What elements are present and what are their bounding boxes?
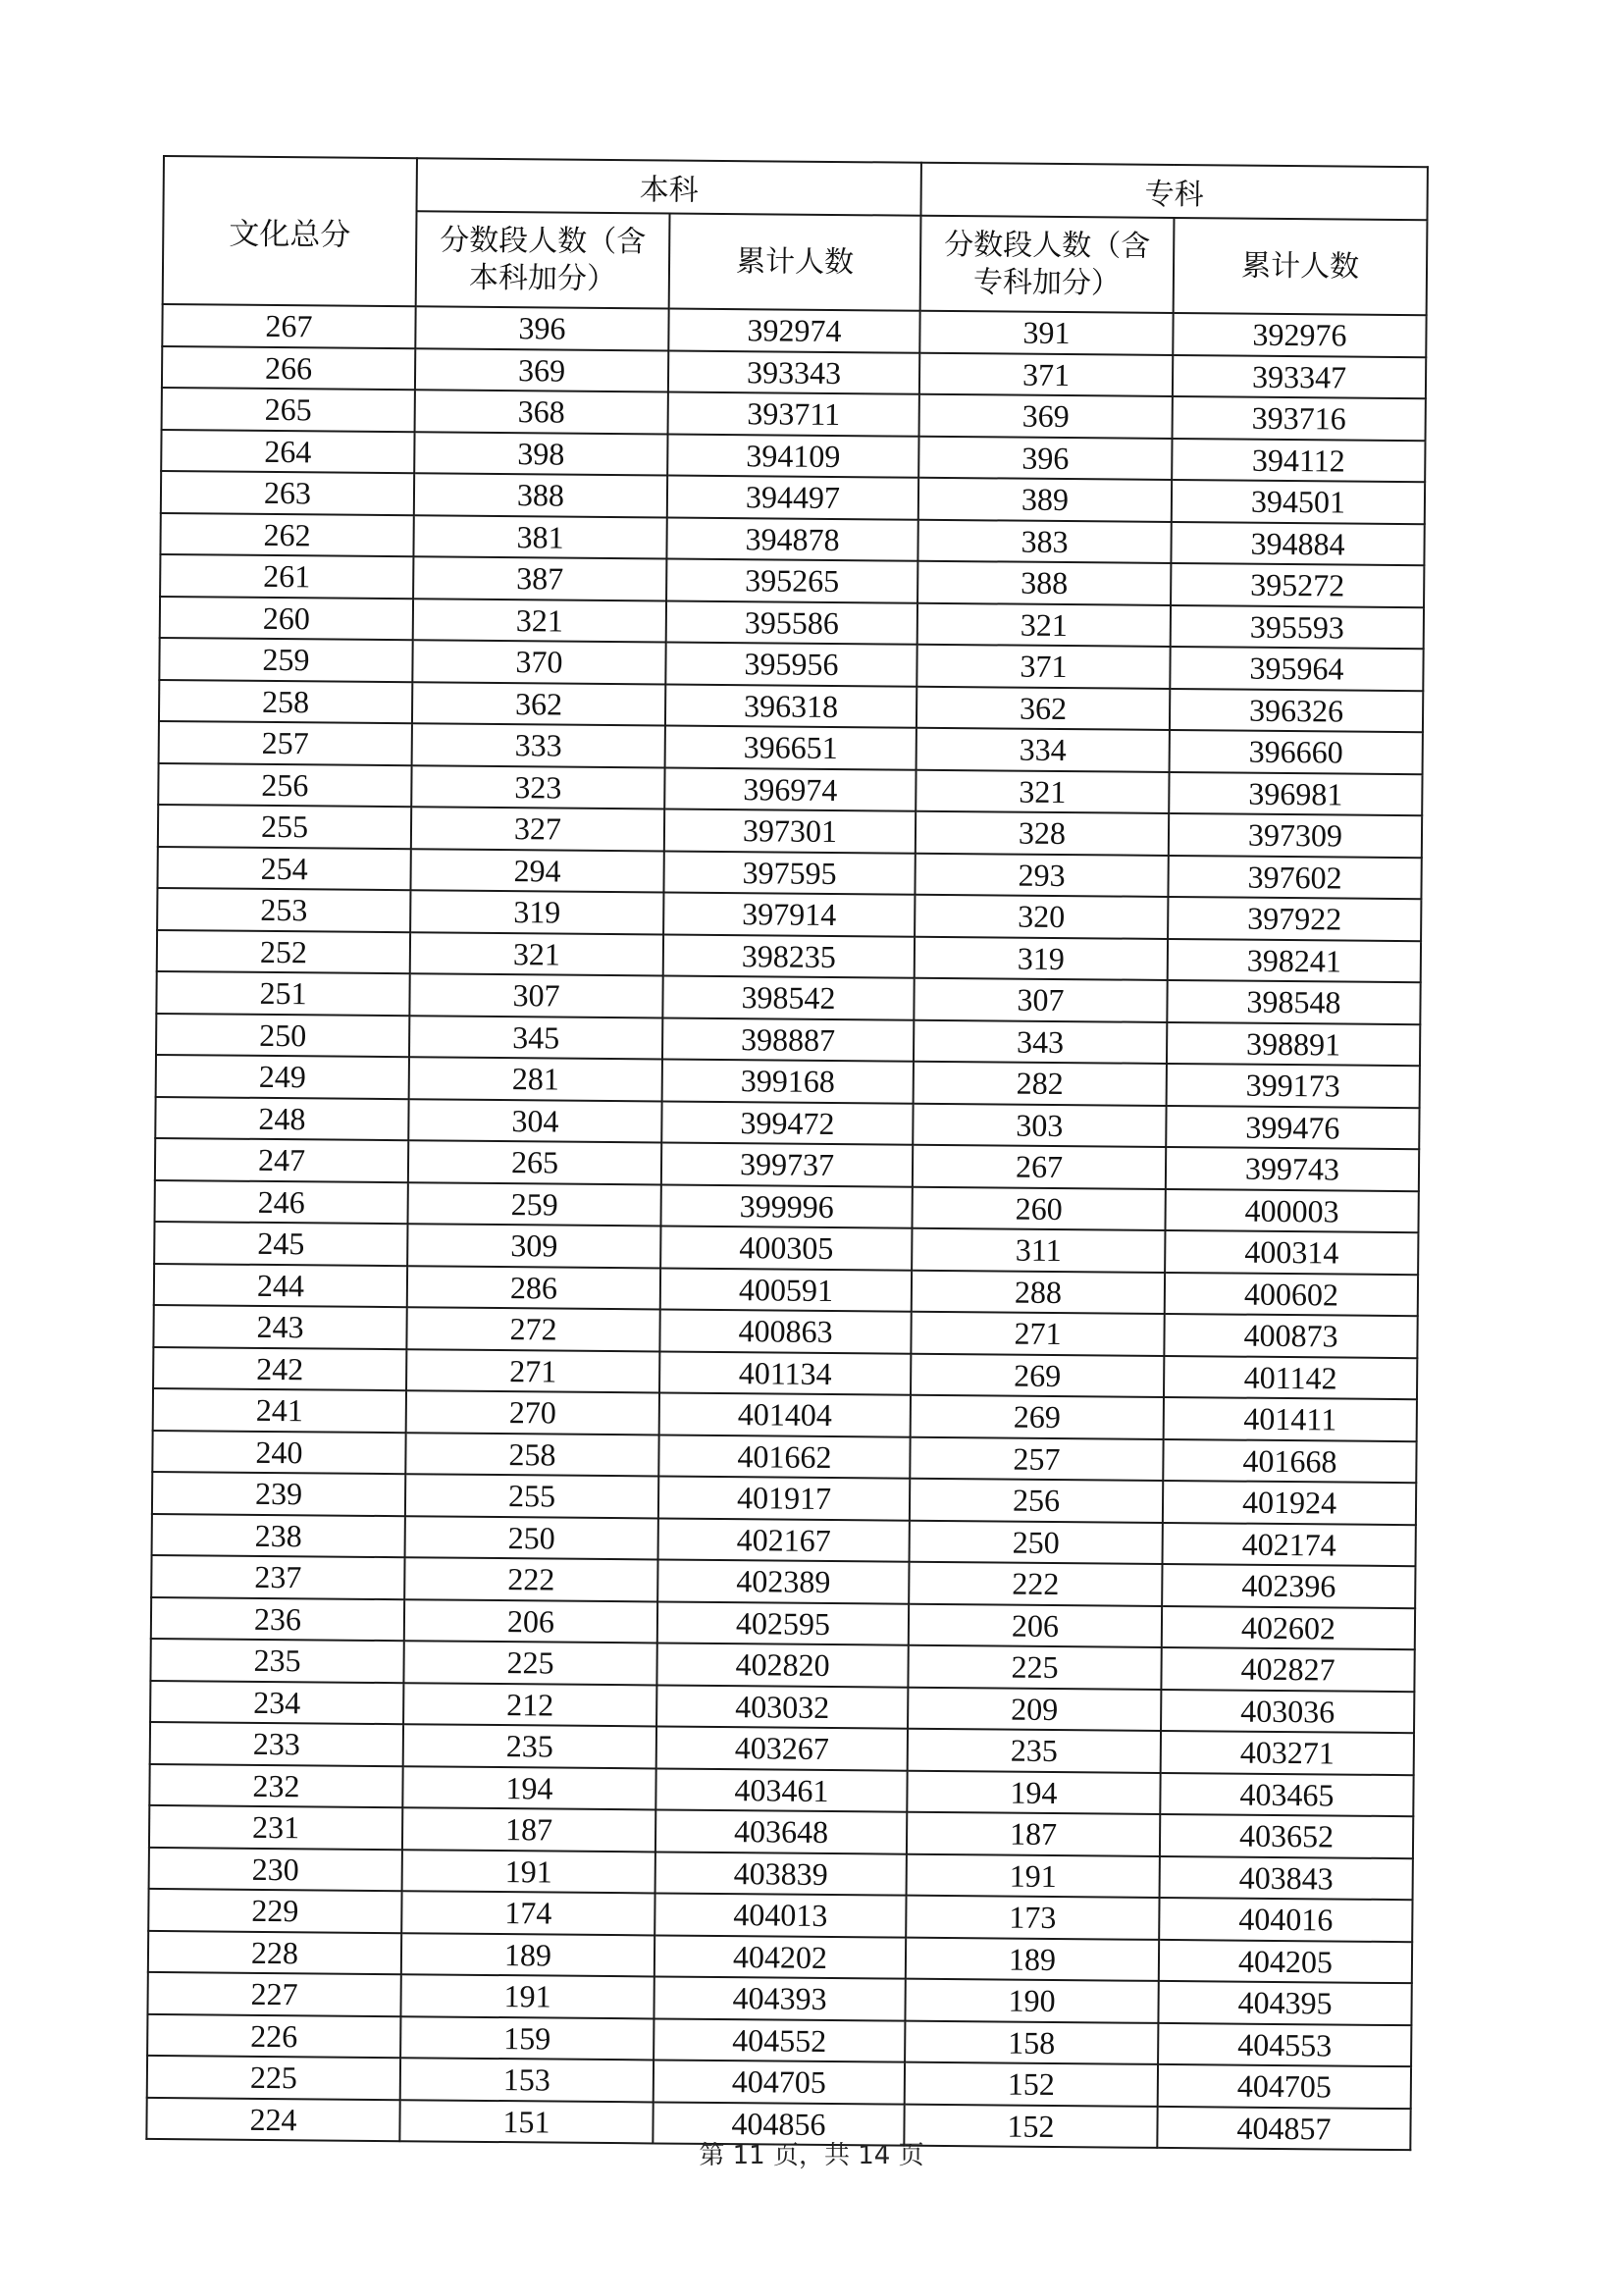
cell-z-seg: 194 [907,1770,1160,1814]
cell-z-seg: 334 [916,728,1170,772]
cell-b-seg: 222 [404,1557,657,1601]
cell-z-seg: 267 [913,1145,1166,1189]
cell-b-seg: 323 [411,765,664,809]
cell-b-seg: 212 [403,1683,656,1727]
cell-b-cum: 404202 [654,1935,906,1979]
cell-b-seg: 319 [410,890,663,934]
cell-b-seg: 281 [409,1057,662,1101]
cell-b-cum: 403267 [656,1726,908,1770]
cell-z-seg: 260 [912,1186,1165,1230]
cell-b-cum: 397914 [663,892,915,936]
cell-z-seg: 257 [910,1436,1163,1481]
cell-score: 265 [162,388,415,432]
cell-z-seg: 311 [912,1228,1165,1273]
cell-z-seg: 187 [907,1812,1160,1856]
header-zhuanke-cumulative: 累计人数 [1174,218,1428,315]
header-benke-segment [416,211,670,308]
cell-b-seg: 362 [412,682,665,726]
cell-b-seg: 396 [415,306,668,350]
cell-score: 232 [149,1763,402,1807]
cell-z-seg: 158 [905,2020,1158,2064]
cell-z-cum: 402174 [1163,1522,1416,1566]
cell-z-seg: 371 [919,352,1173,396]
header-zhuanke-segment [920,216,1175,313]
cell-b-seg: 153 [400,2058,654,2102]
cell-b-cum: 397301 [664,809,916,853]
cell-score: 255 [158,805,411,849]
cell-z-seg: 391 [919,311,1173,355]
cell-b-seg: 159 [400,2016,654,2061]
cell-z-seg: 288 [912,1270,1165,1314]
cell-score: 227 [147,1972,400,2016]
cell-b-cum: 395586 [666,600,917,645]
cell-b-cum: 395265 [666,558,917,602]
cell-b-cum: 398235 [663,934,915,978]
cell-z-seg: 343 [914,1019,1167,1064]
cell-score: 252 [157,929,410,973]
cell-b-cum: 396651 [665,725,916,769]
cell-b-cum: 394878 [666,517,917,561]
cell-z-seg: 173 [906,1896,1159,1940]
header-zhuanke-segment-label: 分数段人数（含专科加分） [944,227,1151,301]
cell-b-seg: 321 [410,932,663,976]
cell-b-seg: 271 [406,1349,659,1393]
cell-score: 257 [159,721,412,765]
cell-b-seg: 255 [405,1474,658,1518]
cell-z-seg: 388 [917,561,1171,605]
header-benke-segment-label: 分数段人数（含本科加分） [440,222,647,296]
cell-b-cum: 395956 [665,642,916,686]
cell-z-cum: 395593 [1171,604,1424,649]
cell-score: 247 [155,1138,408,1182]
cell-b-seg: 307 [409,973,662,1018]
cell-score: 254 [157,846,410,890]
cell-score: 231 [149,1805,402,1850]
cell-z-cum: 397602 [1168,855,1421,899]
cell-score: 260 [160,596,413,640]
cell-z-cum: 403652 [1160,1814,1413,1858]
cell-b-seg: 304 [408,1099,661,1143]
cell-b-cum: 404856 [653,2102,904,2146]
cell-z-cum: 394884 [1171,521,1424,565]
cell-score: 238 [152,1513,405,1557]
cell-z-cum: 399173 [1167,1064,1420,1108]
cell-score: 242 [153,1346,406,1390]
cell-score: 262 [160,512,413,556]
cell-b-seg: 258 [405,1433,658,1477]
cell-score: 261 [160,554,413,599]
cell-z-cum: 397922 [1168,897,1421,941]
cell-score: 225 [147,2056,400,2100]
cell-b-cum: 399168 [662,1059,914,1103]
cell-z-seg: 303 [913,1103,1166,1147]
cell-z-cum: 401411 [1164,1397,1417,1441]
cell-z-seg: 269 [911,1395,1164,1439]
cell-score: 264 [161,429,414,473]
cell-b-cum: 401404 [659,1392,911,1436]
cell-b-cum: 403839 [655,1852,907,1896]
header-benke-cumulative: 累计人数 [669,214,921,311]
cell-score: 234 [150,1680,403,1724]
cell-z-seg: 320 [915,895,1168,939]
cell-z-seg: 383 [917,519,1171,563]
cell-z-cum: 395964 [1170,647,1423,691]
cell-b-cum: 404705 [654,2060,905,2104]
cell-b-cum: 397595 [663,851,915,895]
cell-b-seg: 398 [414,432,667,476]
cell-b-cum: 402167 [658,1518,910,1562]
cell-z-seg: 189 [906,1937,1159,1981]
cell-z-cum: 392976 [1173,313,1426,357]
cell-z-cum: 398241 [1168,938,1421,982]
cell-b-seg: 272 [406,1307,659,1351]
cell-z-cum: 403036 [1161,1689,1414,1733]
header-zhuanke: 专科 [920,163,1427,221]
cell-b-cum: 396974 [664,767,916,811]
cell-b-seg: 174 [401,1891,654,1935]
cell-b-seg: 194 [402,1766,655,1810]
cell-z-cum: 400602 [1165,1272,1418,1316]
cell-z-seg: 319 [915,936,1168,980]
cell-z-cum: 396981 [1169,771,1422,815]
cell-b-cum: 393711 [668,392,919,437]
cell-z-cum: 400873 [1164,1314,1417,1358]
cell-score: 267 [162,304,415,348]
cell-score: 266 [162,346,415,391]
cell-z-cum: 400314 [1165,1230,1418,1275]
cell-b-seg: 286 [407,1266,660,1310]
cell-b-cum: 404013 [654,1893,906,1937]
cell-score: 236 [151,1596,404,1641]
cell-z-seg: 321 [916,769,1169,813]
cell-score: 259 [159,638,412,682]
cell-z-cum: 396326 [1170,688,1423,732]
cell-z-seg: 206 [909,1603,1162,1647]
cell-b-cum: 394497 [667,475,918,519]
cell-score: 239 [152,1472,405,1516]
cell-b-cum: 403461 [655,1768,907,1812]
cell-score: 240 [152,1430,405,1474]
cell-z-seg: 369 [919,394,1173,439]
cell-b-cum: 401662 [658,1435,910,1479]
cell-b-cum: 393343 [668,350,919,394]
cell-z-cum: 396660 [1170,730,1423,774]
cell-z-cum: 393716 [1173,396,1426,441]
cell-z-cum: 394112 [1172,438,1425,482]
cell-score: 253 [157,888,410,932]
cell-z-cum: 404205 [1159,1939,1412,1983]
cell-z-seg: 371 [916,645,1170,689]
cell-z-cum: 399476 [1166,1105,1419,1149]
cell-z-seg: 222 [909,1562,1162,1606]
cell-z-cum: 395272 [1171,563,1424,607]
cell-b-cum: 404552 [654,2018,905,2062]
cell-z-seg: 307 [914,978,1167,1022]
cell-score: 229 [148,1889,401,1933]
cell-z-seg: 225 [908,1645,1161,1690]
cell-z-cum: 399743 [1166,1147,1419,1191]
cell-z-cum: 403271 [1161,1731,1414,1775]
page-footer: 第 11 页，共 14 页 [699,2141,924,2170]
cell-b-cum: 404393 [654,1976,905,2020]
cell-b-seg: 333 [412,723,665,767]
cell-score: 251 [156,971,409,1016]
cell-b-cum: 399737 [661,1142,913,1186]
cell-z-seg: 190 [905,1979,1158,2023]
cell-z-cum: 402602 [1162,1605,1415,1649]
cell-b-seg: 259 [408,1182,661,1226]
cell-score: 249 [156,1055,409,1099]
cell-score: 250 [156,1013,409,1057]
cell-b-seg: 327 [411,807,664,851]
cell-z-seg: 250 [910,1520,1163,1564]
cell-z-seg: 321 [917,602,1171,647]
cell-b-seg: 321 [413,599,666,643]
cell-z-cum: 404553 [1158,2022,1411,2066]
cell-b-seg: 225 [403,1641,656,1685]
cell-z-cum: 398891 [1167,1021,1420,1066]
cell-z-seg: 389 [918,478,1172,522]
cell-b-cum: 399996 [660,1184,912,1228]
cell-b-seg: 309 [407,1224,660,1268]
cell-score: 244 [154,1263,407,1307]
cell-b-seg: 206 [404,1599,657,1644]
score-distribution-table [145,155,1429,2151]
header-score: 文化总分 [163,156,417,306]
cell-z-cum: 403465 [1160,1772,1413,1816]
cell-z-cum: 402827 [1161,1647,1414,1692]
cell-b-seg: 235 [403,1724,656,1768]
cell-b-cum: 394109 [667,434,918,478]
cell-b-cum: 401134 [659,1351,911,1395]
cell-b-seg: 191 [400,1974,654,2018]
cell-z-cum: 397309 [1169,813,1422,858]
cell-b-cum: 392974 [668,309,919,353]
cell-z-cum: 402396 [1162,1564,1415,1608]
cell-b-cum: 400305 [660,1226,912,1270]
cell-z-cum: 394501 [1172,480,1425,524]
cell-z-seg: 282 [914,1062,1167,1106]
cell-b-cum: 401917 [658,1476,910,1520]
cell-score: 237 [151,1555,404,1599]
header-benke: 本科 [417,158,921,215]
cell-score: 248 [155,1096,408,1140]
cell-b-seg: 250 [405,1516,658,1560]
cell-score: 245 [154,1222,407,1266]
cell-score: 235 [150,1639,403,1683]
cell-score: 233 [150,1722,403,1766]
cell-z-cum: 404395 [1158,1981,1411,2025]
cell-z-cum: 401924 [1163,1481,1416,1525]
cell-b-seg: 369 [415,348,668,392]
cell-score: 228 [148,1930,401,1974]
cell-b-cum: 398542 [662,975,914,1019]
cell-score: 226 [147,2013,400,2058]
cell-b-seg: 345 [409,1016,662,1060]
cell-z-cum: 404705 [1158,2064,1411,2109]
cell-b-seg: 294 [410,849,663,893]
cell-b-cum: 399472 [661,1101,913,1145]
cell-z-seg: 256 [910,1479,1163,1523]
cell-score: 230 [149,1847,402,1891]
cell-score: 256 [158,762,411,807]
cell-score: 224 [146,2097,399,2141]
cell-z-seg: 328 [916,811,1169,856]
cell-z-seg: 269 [911,1353,1164,1397]
cell-z-cum: 404016 [1159,1898,1412,1942]
cell-z-seg: 152 [905,2062,1158,2107]
cell-b-cum: 398887 [662,1018,914,1062]
cell-z-seg: 271 [911,1312,1164,1356]
cell-z-cum: 398548 [1167,980,1420,1024]
cell-b-seg: 151 [399,2100,653,2144]
cell-b-cum: 402595 [657,1601,909,1645]
cell-z-cum: 401668 [1163,1438,1416,1483]
cell-b-cum: 400863 [659,1309,911,1353]
cell-z-cum: 401142 [1164,1355,1417,1399]
cell-b-seg: 189 [401,1933,654,1977]
cell-score: 258 [159,679,412,723]
cell-b-cum: 402389 [657,1559,909,1603]
cell-b-seg: 388 [414,473,667,517]
cell-b-cum: 400591 [660,1268,912,1312]
cell-b-seg: 265 [408,1140,661,1184]
cell-b-seg: 368 [415,390,668,434]
cell-z-cum: 400003 [1165,1188,1418,1232]
cell-z-seg: 396 [918,436,1172,480]
cell-score: 246 [155,1179,408,1224]
cell-b-cum: 402820 [656,1643,908,1687]
cell-b-cum: 403648 [655,1809,907,1853]
cell-b-cum: 396318 [665,684,916,728]
cell-z-seg: 235 [908,1729,1161,1773]
cell-score: 243 [153,1305,406,1349]
cell-z-cum: 403843 [1160,1855,1413,1900]
cell-b-seg: 187 [402,1807,655,1852]
cell-b-seg: 387 [413,556,666,600]
cell-z-seg: 191 [907,1853,1160,1898]
cell-z-cum: 404857 [1157,2106,1410,2150]
cell-z-seg: 293 [915,853,1168,897]
cell-b-seg: 381 [413,515,666,559]
cell-b-seg: 370 [412,640,665,684]
cell-b-seg: 191 [402,1850,655,1894]
cell-z-seg: 152 [904,2104,1157,2148]
cell-z-seg: 362 [916,686,1170,730]
cell-b-seg: 270 [406,1390,659,1435]
cell-z-cum: 393347 [1173,354,1426,398]
cell-z-seg: 209 [908,1687,1161,1731]
cell-score: 263 [161,471,414,515]
cell-score: 241 [153,1388,406,1433]
cell-b-cum: 403032 [656,1685,908,1729]
